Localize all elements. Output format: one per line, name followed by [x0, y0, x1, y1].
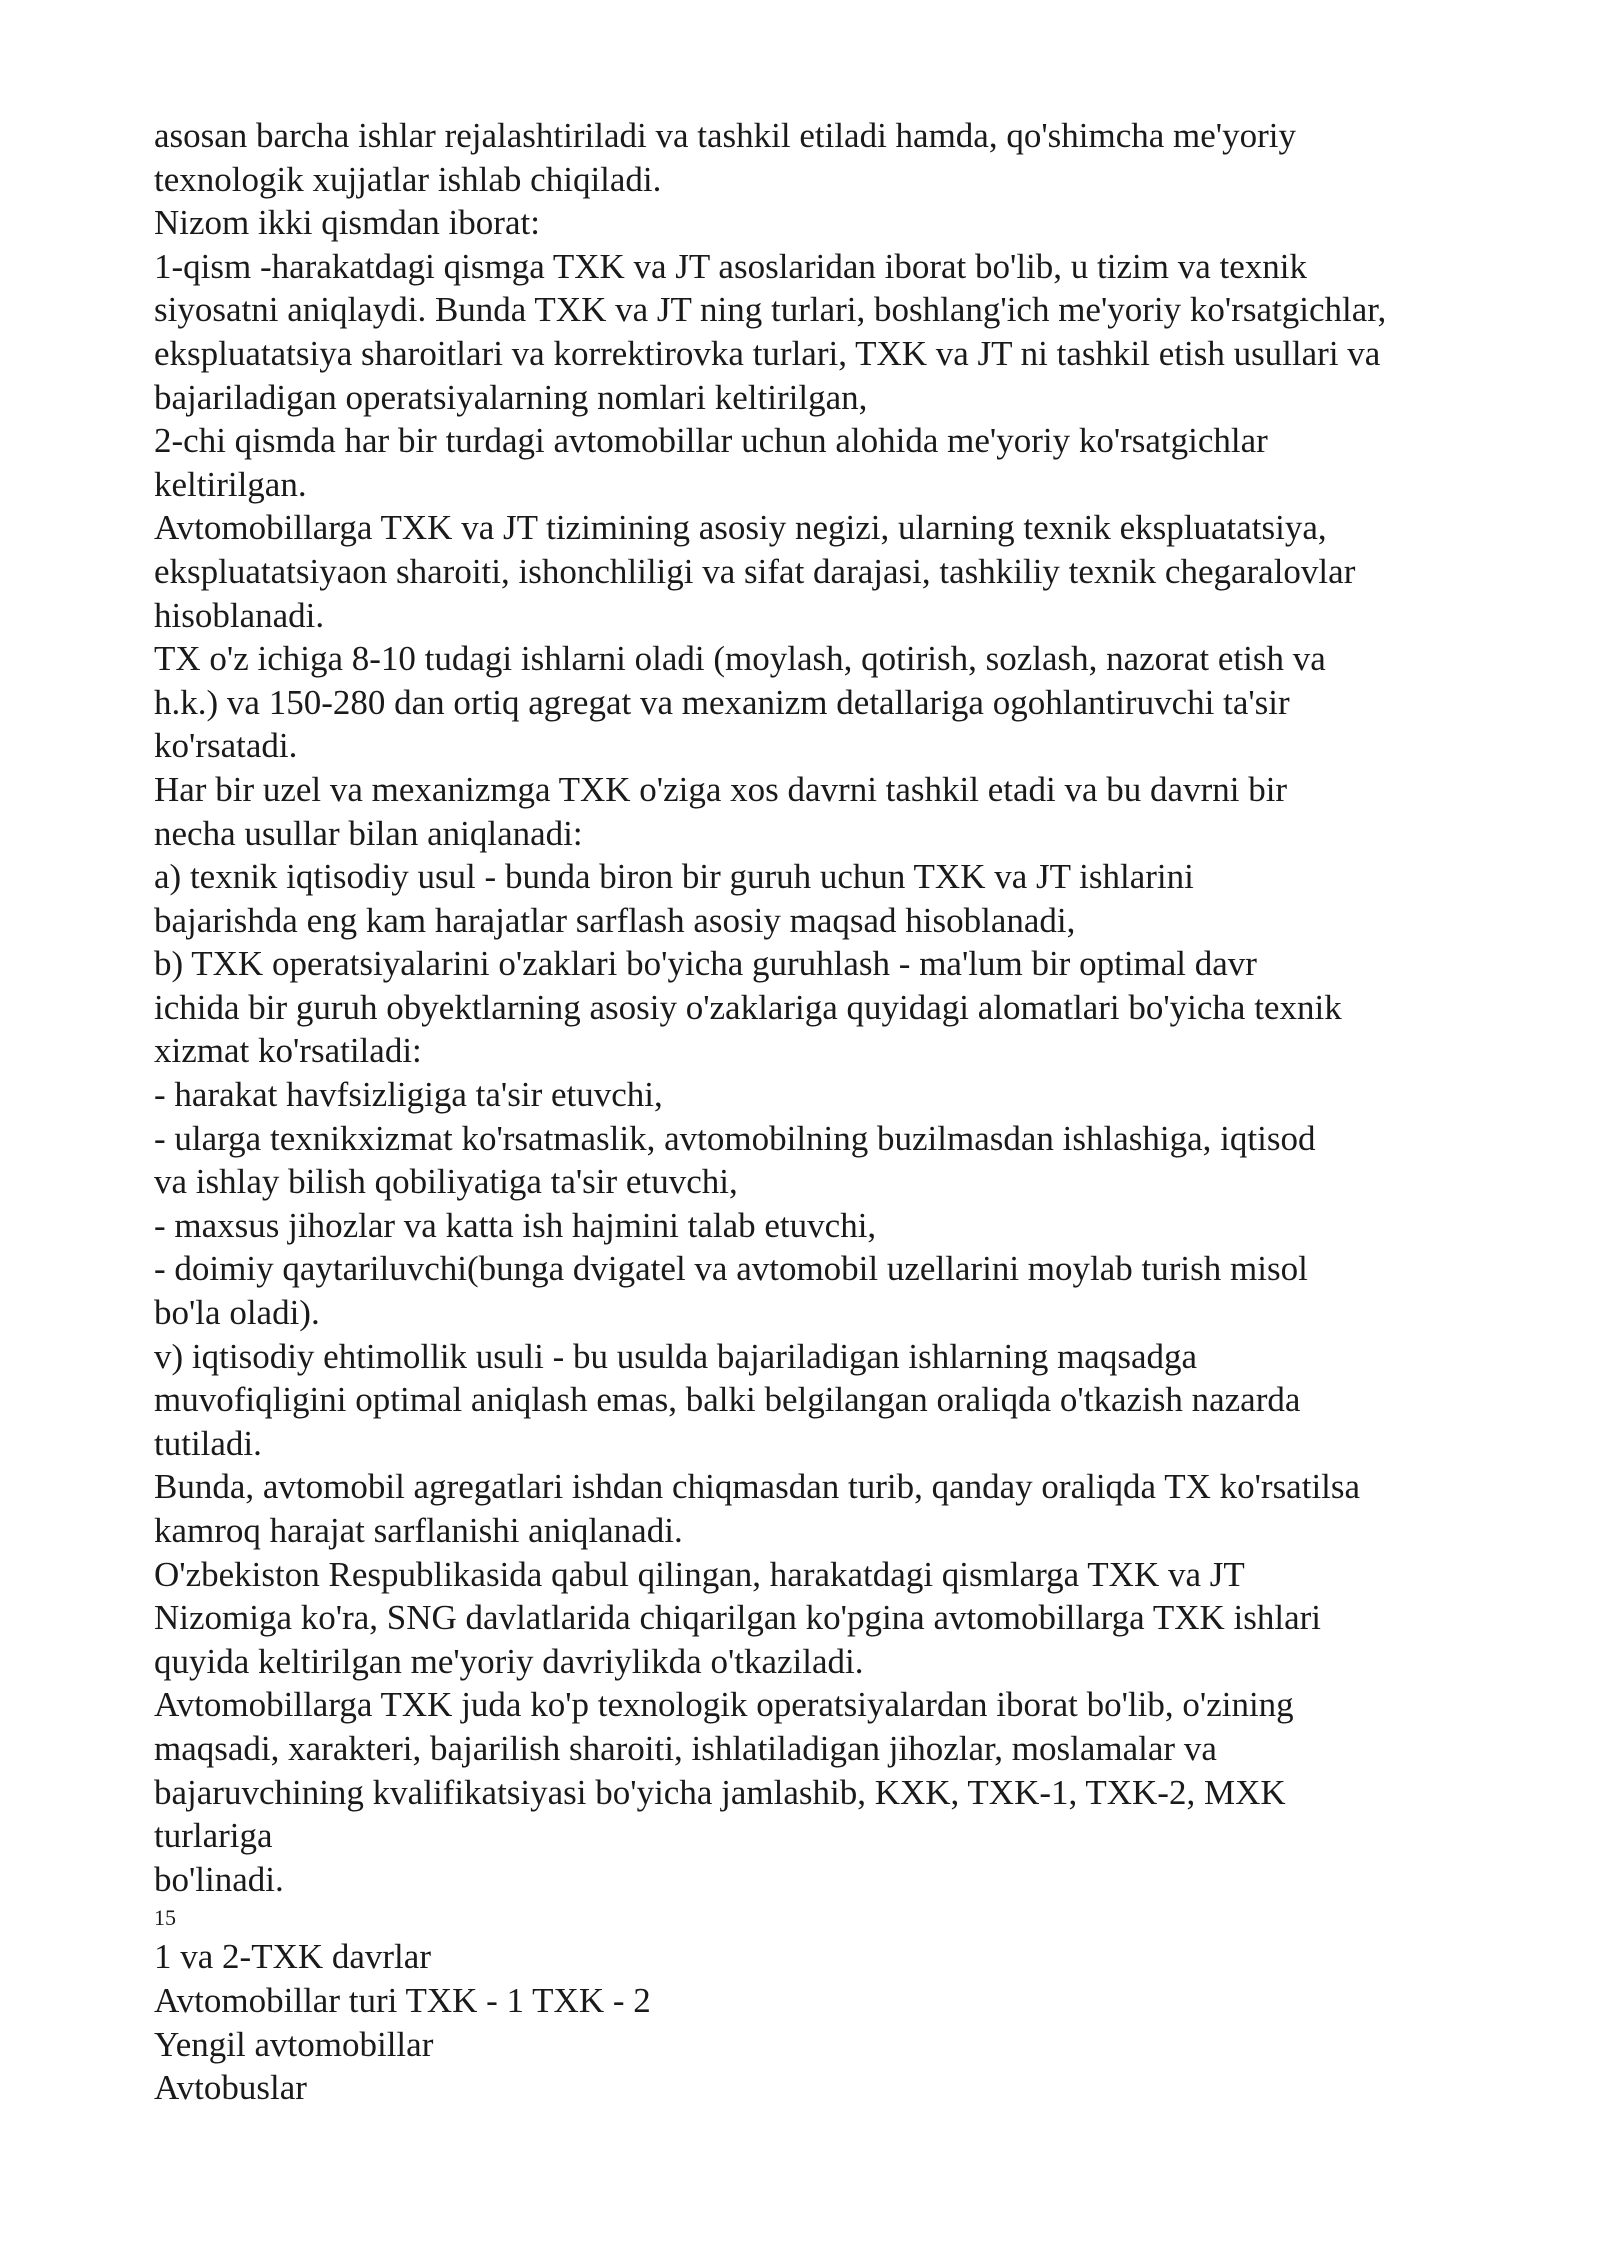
text-line: va ishlay bilish qobiliyatiga ta'sir etuvchi,	[154, 1162, 738, 1202]
text-line: Nizomiga ko'ra, SNG davlatlarida chiqarilgan ko'pgina avtomobillarga TXK ishlari	[154, 1598, 1321, 1638]
text-line: - maxsus jihozlar va katta ish hajmini talab etuvchi,	[154, 1205, 877, 1245]
text-line: Bunda, avtomobil agregatlari ishdan chiqmasdan turib, qanday oraliqda TX ko'rsatilsa	[154, 1467, 1361, 1507]
text-line: bo'la oladi).	[154, 1293, 320, 1333]
text-line: Avtomobillarga TXK juda ko'p texnologik operatsiyalardan iborat bo'lib, o'zining	[154, 1685, 1294, 1725]
text-line: 2-chi qismda har bir turdagi avtomobillar uchun alohida me'yoriy ko'rsatgichlar	[154, 421, 1268, 461]
text-line: maqsadi, xarakteri, bajarilish sharoiti, ishlatiladigan jihozlar, moslamalar va	[154, 1728, 1217, 1768]
text-line: Nizom ikki qismdan iborat:	[154, 203, 540, 243]
text-line: bajariladigan operatsiyalarning nomlari keltirilgan,	[154, 377, 868, 417]
table-row-label: Yengil avtomobillar	[154, 2024, 434, 2064]
text-line: bajarishda eng kam harajatlar sarflash asosiy maqsad hisoblanadi,	[154, 900, 1076, 940]
text-line: bajaruvchining kvalifikatsiyasi bo'yicha jamlashib, KXK, TXK-1, TXK-2, MXK	[154, 1772, 1286, 1812]
text-line: a) texnik iqtisodiy usul - bunda biron bir guruh uchun TXK va JT ishlarini	[154, 857, 1194, 897]
text-line: Har bir uzel va mexanizmga TXK o'ziga xos davrni tashkil etadi va bu davrni bir	[154, 769, 1288, 809]
text-line: 1-qism -harakatdagi qismga TXK va JT asoslaridan iborat bo'lib, u tizim va texnik	[154, 246, 1307, 286]
text-line: b) TXK operatsiyalarini o'zaklari bo'yicha guruhlash - ma'lum bir optimal davr	[154, 944, 1257, 984]
text-line: ekspluatatsiya sharoitlari va korrektirovka turlari, TXK va JT ni tashkil etish usullari va	[154, 333, 1381, 373]
text-line: keltirilgan.	[154, 464, 307, 504]
text-line: muvofiqligini optimal aniqlash emas, balki belgilangan oraliqda o'tkazish nazarda	[154, 1380, 1301, 1420]
text-line: kamroq harajat sarflanishi aniqlanadi.	[154, 1511, 683, 1550]
text-line: texnologik xujjatlar ishlab chiqiladi.	[154, 159, 662, 199]
text-line: - harakat havfsizligiga ta'sir etuvchi,	[154, 1075, 663, 1115]
text-line: Avtomobillarga TXK va JT tizimining asosiy negizi, ularning texnik ekspluatatsiya,	[154, 508, 1327, 548]
table-heading-section	[154, 1935, 1514, 2109]
text-line: O'zbekiston Respublikasida qabul qilingan, harakatdagi qismlarga TXK va JT	[154, 1554, 1245, 1594]
text-line: quyida keltirilgan me'yoriy davriylikda o'tkaziladi.	[154, 1641, 864, 1681]
table-header-row: Avtomobillar turi TXK - 1 TXK - 2	[154, 1980, 651, 2020]
section-title: 1 va 2-TXK davrlar	[154, 1937, 431, 1977]
text-line: - ularga texnikxizmat ko'rsatmaslik, avtomobilning buzilmasdan ishlashiga, iqtisod	[154, 1118, 1316, 1158]
text-line: hisoblanadi.	[154, 595, 325, 635]
text-line: h.k.) va 150-280 dan ortiq agregat va mexanizm detallariga ogohlantiruvchi ta'sir	[154, 682, 1290, 722]
text-line: ko'rsatadi.	[154, 726, 298, 766]
document-page	[154, 114, 1514, 2110]
text-line: bo'linadi.	[154, 1859, 284, 1899]
table-row-label: Avtobuslar	[154, 2068, 307, 2108]
text-line: - doimiy qaytariluvchi(bunga dvigatel va avtomobil uzellarini moylab turish misol	[154, 1249, 1308, 1289]
text-line: siyosatni aniqlaydi. Bunda TXK va JT ning turlari, boshlang'ich me'yoriy ko'rsatgichlar,	[154, 290, 1387, 330]
text-line: v) iqtisodiy ehtimollik usuli - bu usulda bajariladigan ishlarning maqsadga	[154, 1336, 1198, 1376]
text-line: asosan barcha ishlar rejalashtiriladi va tashkil etiladi hamda, qo'shimcha me'yoriy	[154, 116, 1296, 155]
text-line: TX o'z ichiga 8-10 tudagi ishlarni oladi (moylash, qotirish, sozlash, nazorat etish va	[154, 639, 1326, 679]
text-line: tutiladi.	[154, 1423, 262, 1463]
text-line: xizmat ko'rsatiladi:	[154, 1031, 422, 1071]
text-line: turlariga	[154, 1816, 273, 1856]
page-number: 15	[154, 1905, 176, 1931]
body-text	[154, 114, 1514, 1901]
text-line: ekspluatatsiyaon sharoiti, ishonchliligi va sifat darajasi, tashkiliy texnik chegaralovlar	[154, 551, 1356, 591]
text-line: ichida bir guruh obyektlarning asosiy o'zaklariga quyidagi alomatlari bo'yicha texnik	[154, 987, 1342, 1027]
text-line: necha usullar bilan aniqlanadi:	[154, 813, 583, 853]
